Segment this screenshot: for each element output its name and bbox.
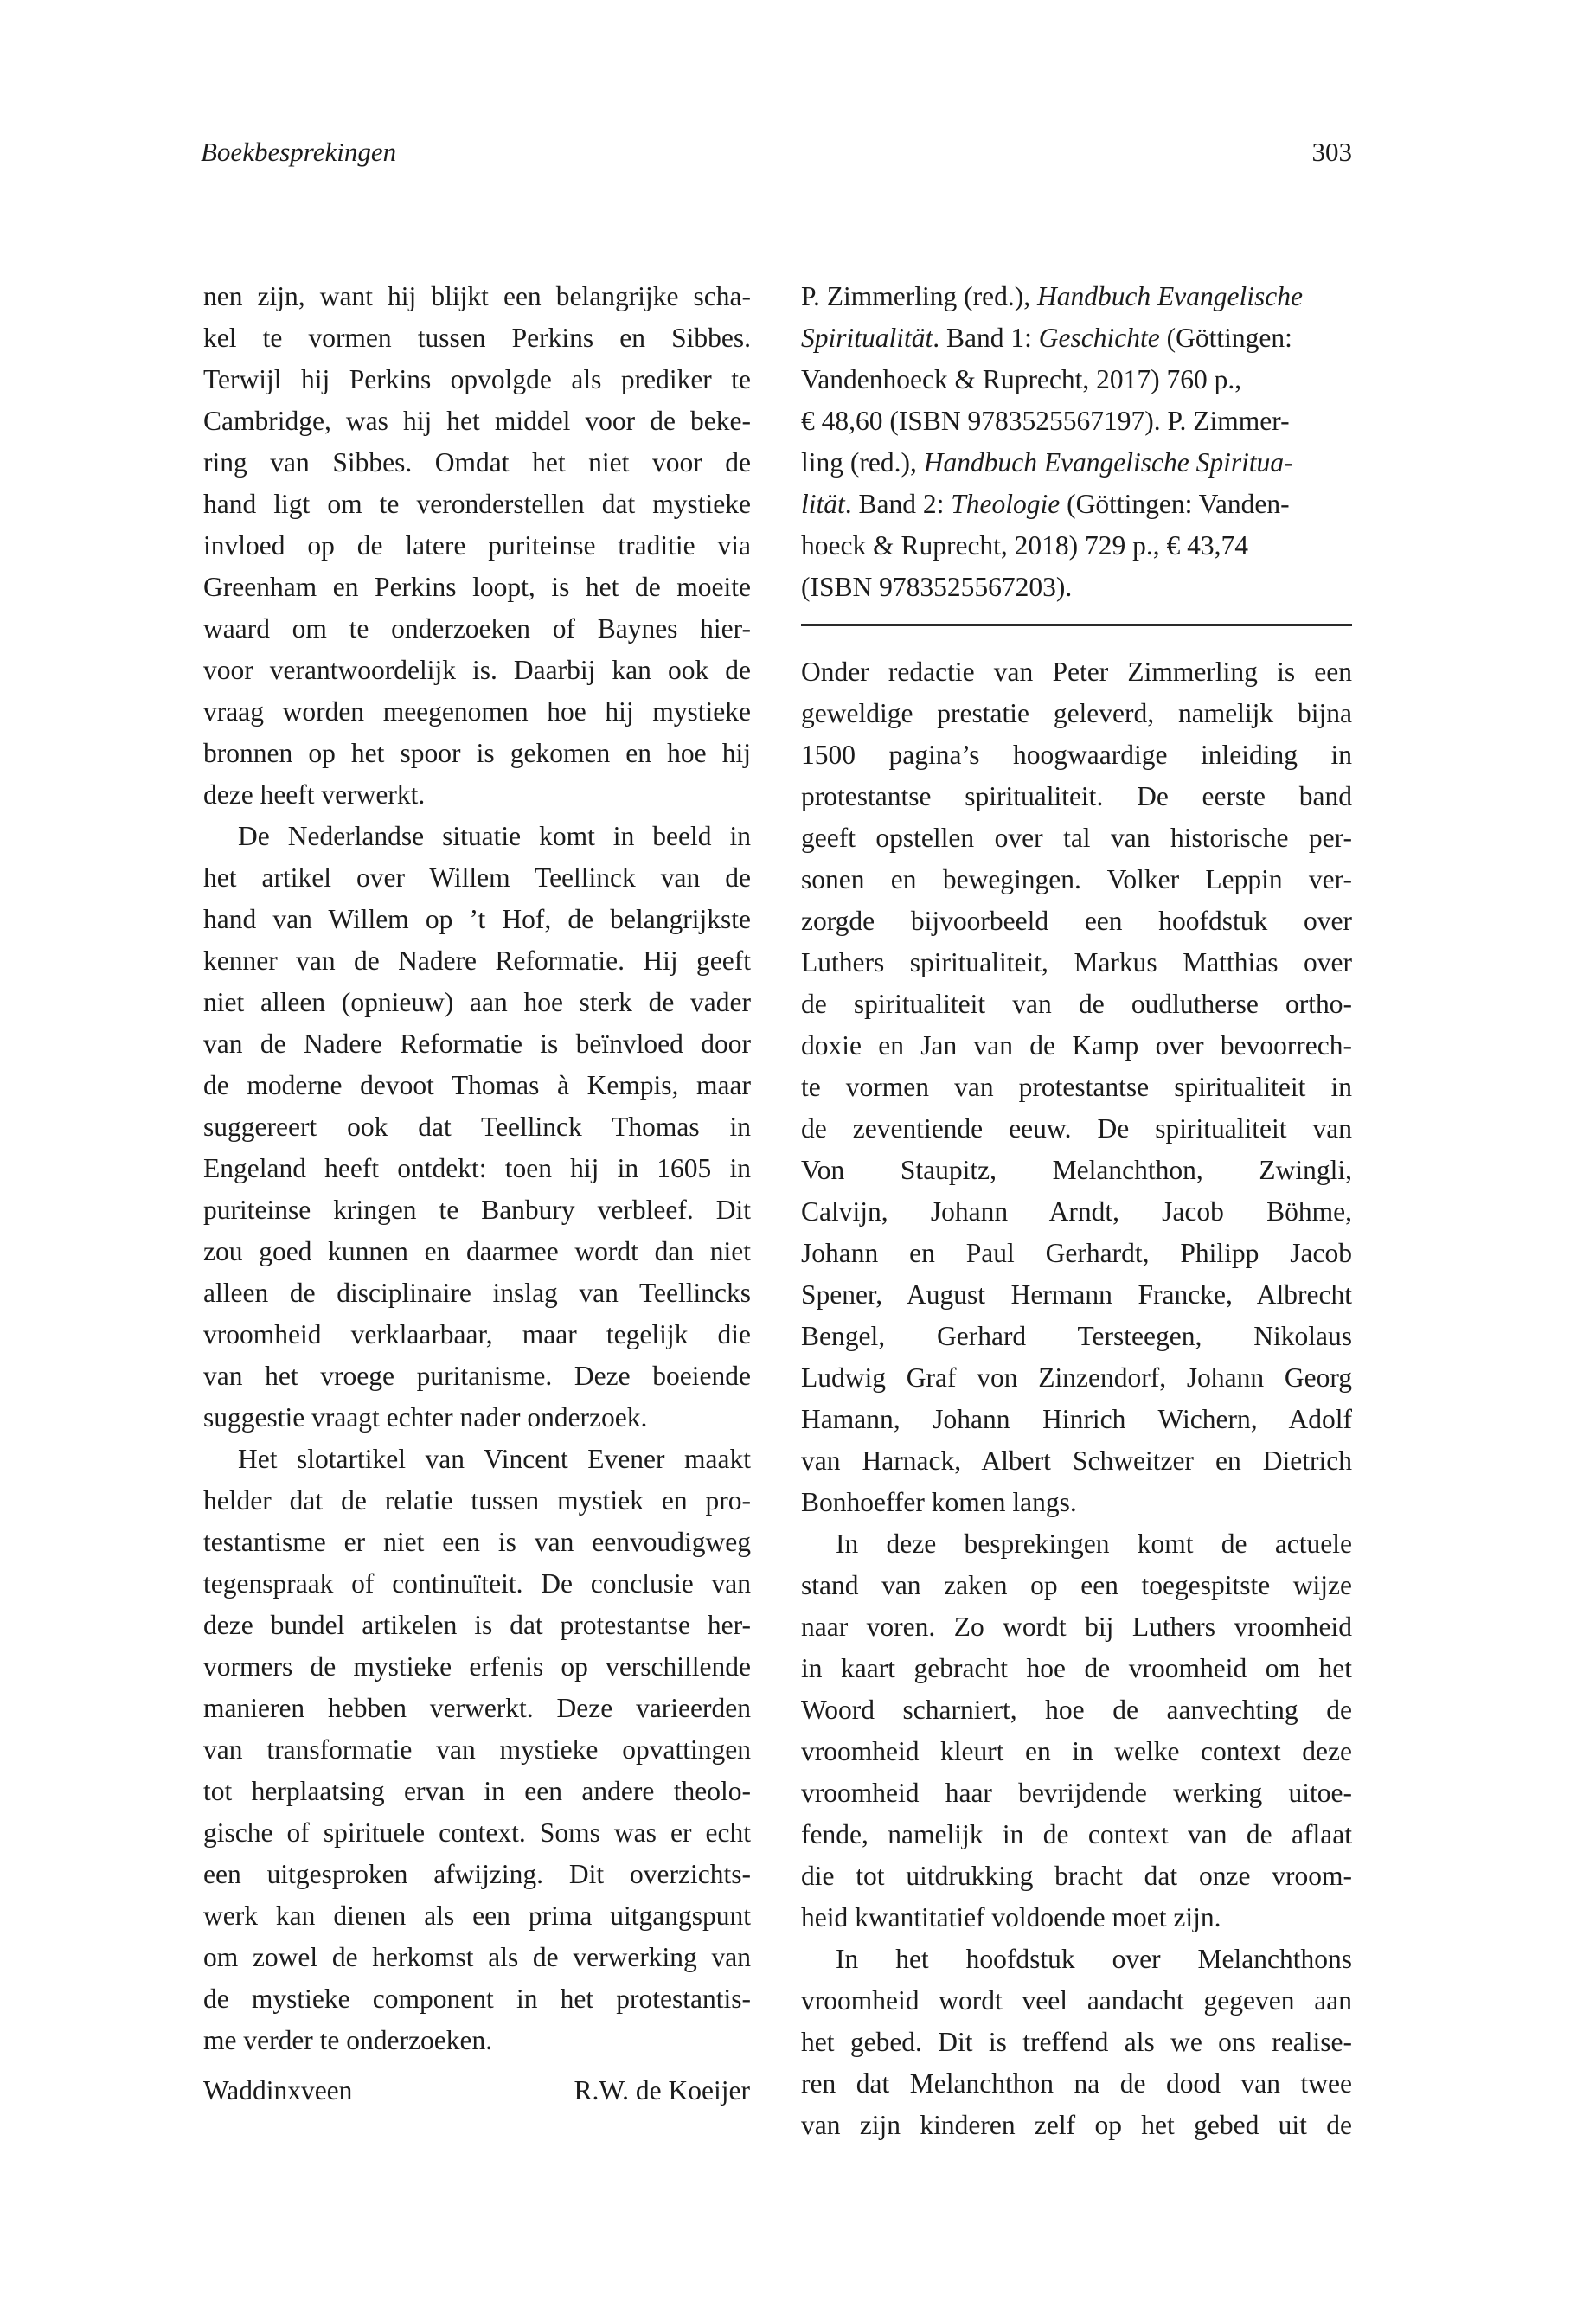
text-line: werk kan dienen als een prima uitgangspunt: [203, 1900, 751, 1931]
text-line: suggestie vraagt echter nader onderzoek.: [203, 1402, 648, 1433]
citation-title-italic: lität: [801, 489, 845, 519]
text-line: testantisme er niet een is van eenvoudigweg: [203, 1527, 751, 1557]
text-line: tot herplaatsing ervan in een andere theolo-: [203, 1776, 751, 1806]
text-line: van het vroege puritanisme. Deze boeiende: [203, 1361, 751, 1391]
text-line: bronnen op het spoor is gekomen en hoe hij: [203, 738, 751, 768]
text-line: niet alleen (opnieuw) aan hoe sterk de vader: [203, 987, 751, 1017]
text-line: hand ligt om te veronderstellen dat mystieke: [203, 489, 751, 519]
text-line: alleen de disciplinaire inslag van Teellincks: [203, 1278, 751, 1308]
text-line: Onder redactie van Peter Zimmerling is een: [801, 657, 1352, 687]
text-line: De Nederlandse situatie komt in beeld in: [238, 821, 751, 851]
citation-line: [801, 359, 1352, 401]
citation-text: € 48,60 (ISBN 9783525567197). P. Zimmer-: [801, 406, 1290, 436]
text-line: protestantse spiritualiteit. De eerste band: [801, 781, 1352, 811]
text-line: Engeland heeft ontdekt: toen hij in 1605 in: [203, 1153, 751, 1183]
paragraph: [203, 1439, 751, 2061]
citation-text: (Göttingen:: [1159, 323, 1292, 353]
text-line: Hamann, Johann Hinrich Wichern, Adolf: [801, 1404, 1352, 1434]
text-line: zorgde bijvoorbeeld een hoofdstuk over: [801, 906, 1352, 936]
signature-author: R.W. de Koeijer: [574, 2075, 750, 2106]
text-line: het gebed. Dit is treffend als we ons realise-: [801, 2027, 1352, 2057]
text-line: Von Staupitz, Melanchthon, Zwingli,: [801, 1155, 1352, 1185]
text-line: kel te vormen tussen Perkins en Sibbes.: [203, 323, 751, 353]
citation-line: [801, 525, 1352, 567]
citation-line: [801, 567, 1352, 608]
text-line: 1500 pagina’s hoogwaardige inleiding in: [801, 740, 1352, 770]
text-line: vormers de mystieke erfenis op verschillende: [203, 1651, 751, 1682]
text-line: Greenham en Perkins loopt, is het de moeite: [203, 572, 751, 602]
review-signature: [203, 2070, 750, 2112]
text-line: fende, namelijk in de context van de aflaat: [801, 1819, 1352, 1849]
text-line: de moderne devoot Thomas à Kempis, maar: [203, 1070, 751, 1100]
citation-line: [801, 484, 1352, 525]
right-column: [801, 276, 1352, 2146]
citation-text: (Göttingen: Vanden-: [1060, 489, 1290, 519]
text-line: deze bundel artikelen is dat protestantse her-: [203, 1610, 751, 1640]
citation-line: [801, 442, 1352, 484]
citation-text: hoeck & Ruprecht, 2018) 729 p., € 43,74: [801, 530, 1249, 561]
book-citation: [801, 276, 1352, 608]
text-line: het artikel over Willem Teellinck van de: [203, 862, 751, 893]
text-line: deze heeft verwerkt.: [203, 779, 426, 810]
citation-text: . Band 1:: [933, 323, 1039, 353]
text-line: Spener, August Hermann Francke, Albrecht: [801, 1279, 1352, 1310]
text-line: stand van zaken op een toegespitste wijze: [801, 1570, 1352, 1600]
citation-text: . Band 2:: [844, 489, 952, 519]
text-line: tegenspraak of continuïteit. De conclusie van: [203, 1568, 751, 1599]
text-line: van de Nadere Reformatie is beïnvloed door: [203, 1029, 751, 1059]
citation-text: P. Zimmerling (red.),: [801, 281, 1037, 311]
text-line: voor verantwoordelijk is. Daarbij kan ook de: [203, 655, 751, 685]
citation-title-italic: Theologie: [951, 489, 1061, 519]
text-line: Johann en Paul Gerhardt, Philipp Jacob: [801, 1238, 1352, 1268]
signature-place: Waddinxveen: [203, 2075, 353, 2106]
text-line: Calvijn, Johann Arndt, Jacob Böhme,: [801, 1196, 1352, 1227]
text-line: vroomheid haar bevrijdende werking uitoe-: [801, 1778, 1352, 1808]
paragraph: [801, 1939, 1352, 2146]
text-line: in kaart gebracht hoe de vroomheid om het: [801, 1653, 1352, 1683]
citation-title-italic: Spiritualität: [801, 323, 933, 353]
text-line: om zowel de herkomst als de verwerking van: [203, 1942, 751, 1972]
text-line: ren dat Melanchthon na de dood van twee: [801, 2068, 1352, 2099]
text-line: te vormen van protestantse spiritualiteit in: [801, 1072, 1352, 1102]
citation-text: (ISBN 9783525567203).: [801, 572, 1073, 602]
text-line: nen zijn, want hij blijkt een belangrijke scha-: [203, 281, 751, 311]
citation-line: [801, 276, 1352, 317]
left-column: [203, 276, 751, 2061]
text-line: manieren hebben verwerkt. Deze varieerden: [203, 1693, 751, 1723]
text-line: invloed op de latere puriteinse traditie via: [203, 530, 751, 561]
text-line: Terwijl hij Perkins opvolgde als prediker te: [203, 364, 751, 394]
paragraph: [801, 1523, 1352, 1939]
text-line: van transformatie van mystieke opvattingen: [203, 1734, 751, 1765]
text-line: de zeventiende eeuw. De spiritualiteit van: [801, 1113, 1352, 1144]
text-line: vroomheid kleurt en in welke context deze: [801, 1736, 1352, 1766]
citation-title-italic: Handbuch Evangelische: [1036, 281, 1303, 311]
text-line: Cambridge, was hij het middel voor de beke-: [203, 406, 751, 436]
text-line: helder dat de relatie tussen mystiek en pro-: [203, 1485, 751, 1516]
section-divider: [801, 624, 1352, 626]
text-line: Het slotartikel van Vincent Evener maakt: [238, 1444, 751, 1474]
text-line: geweldige prestatie geleverd, namelijk bijna: [801, 698, 1352, 728]
text-line: gische of spirituele context. Soms was er echt: [203, 1817, 751, 1848]
text-line: de mystieke component in het protestantis-: [203, 1984, 751, 2014]
paragraph: [203, 816, 751, 1439]
review-body: [801, 651, 1352, 2146]
text-line: In het hoofdstuk over Melanchthons: [836, 1944, 1352, 1974]
citation-line: [801, 401, 1352, 442]
text-line: Bonhoeffer komen langs.: [801, 1487, 1077, 1517]
text-line: Luthers spiritualiteit, Markus Matthias over: [801, 947, 1352, 977]
text-line: geeft opstellen over tal van historische per-: [801, 823, 1352, 853]
text-line: vraag worden meegenomen hoe hij mystieke: [203, 696, 751, 727]
text-line: suggereert ook dat Teellinck Thomas in: [203, 1112, 751, 1142]
text-line: Woord scharniert, hoe de aanvechting de: [801, 1695, 1352, 1725]
text-line: doxie en Jan van de Kamp over bevoorrech-: [801, 1030, 1352, 1061]
text-line: een uitgesproken afwijzing. Dit overzichts-: [203, 1859, 751, 1889]
text-line: hand van Willem op ’t Hof, de belangrijkste: [203, 904, 751, 934]
text-line: kenner van de Nadere Reformatie. Hij geeft: [203, 945, 751, 976]
citation-text: ling (red.),: [801, 447, 924, 478]
text-line: Bengel, Gerhard Tersteegen, Nikolaus: [801, 1321, 1352, 1351]
text-line: puriteinse kringen te Banbury verbleef. Dit: [203, 1195, 751, 1225]
citation-title-italic: Handbuch Evangelische Spiritua-: [923, 447, 1293, 478]
page-number: 303: [1311, 137, 1352, 167]
text-line: Ludwig Graf von Zinzendorf, Johann Georg: [801, 1362, 1352, 1393]
text-line: van zijn kinderen zelf op het gebed uit de: [801, 2110, 1352, 2140]
citation-line: [801, 317, 1352, 359]
paragraph: [203, 276, 751, 816]
text-line: waard om te onderzoeken of Baynes hier-: [203, 613, 751, 644]
text-line: die tot uitdrukking bracht dat onze vroom-: [801, 1861, 1352, 1891]
text-line: heid kwantitatief voldoende moet zijn.: [801, 1902, 1221, 1932]
text-line: In deze besprekingen komt de actuele: [836, 1529, 1352, 1559]
page-header: [201, 137, 1352, 175]
text-line: vroomheid wordt veel aandacht gegeven aan: [801, 1985, 1352, 2016]
paragraph: [801, 651, 1352, 1523]
citation-title-italic: Geschichte: [1038, 323, 1160, 353]
text-line: ring van Sibbes. Omdat het niet voor de: [203, 447, 751, 478]
text-line: me verder te onderzoeken.: [203, 2025, 493, 2055]
text-line: naar voren. Zo wordt bij Luthers vroomheid: [801, 1612, 1352, 1642]
text-line: de spiritualiteit van de oudlutherse ortho-: [801, 989, 1352, 1019]
text-line: vroomheid verklaarbaar, maar tegelijk die: [203, 1319, 751, 1349]
text-line: van Harnack, Albert Schweitzer en Dietrich: [801, 1445, 1352, 1476]
text-line: zou goed kunnen en daarmee wordt dan niet: [203, 1236, 751, 1266]
running-title: Boekbesprekingen: [201, 137, 397, 167]
citation-text: Vandenhoeck & Ruprecht, 2017) 760 p.,: [801, 364, 1242, 394]
text-line: sonen en bewegingen. Volker Leppin ver-: [801, 864, 1352, 894]
